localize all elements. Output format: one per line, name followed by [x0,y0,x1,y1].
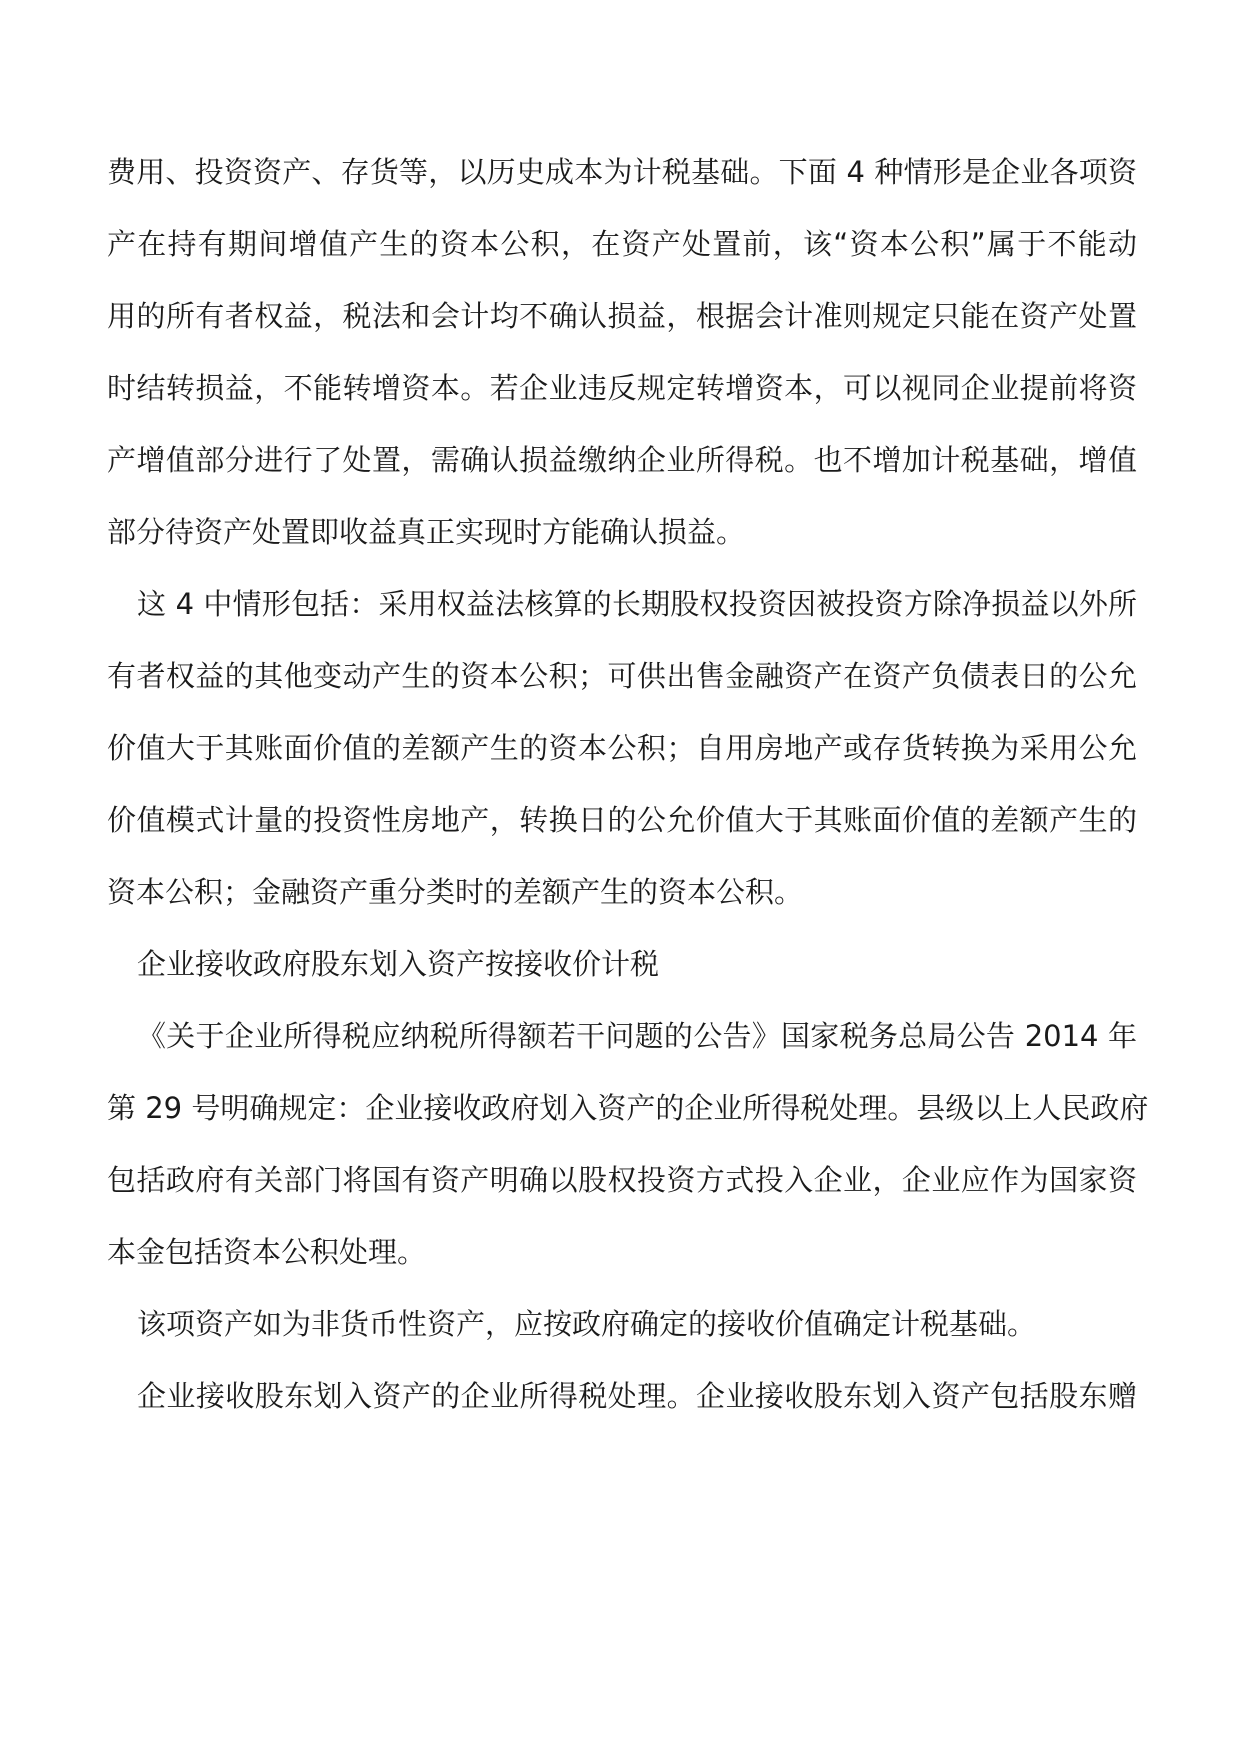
section-heading: 企业接收政府股东划入资产按接收价计税 [137,947,660,981]
text-line: 《关于企业所得税应纳税所得额若干问题的公告》国家税务总局公告 2014 年 [137,1019,1137,1053]
text-line: 这 4 中情形包括：采用权益法核算的长期股权投资因被投资方除净损益以外所 [137,587,1137,621]
text-line: 费用、投资资产、存货等，以历史成本为计税基础。下面 4 种情形是企业各项资 [107,155,1137,189]
text-line: 时结转损益，不能转增资本。若企业违反规定转增资本，可以视同企业提前将资 [107,371,1137,405]
text-line: 部分待资产处置即收益真正实现时方能确认损益。 [107,515,746,549]
text-line: 第 29 号明确规定：企业接收政府划入资产的企业所得税处理。县级以上人民政府 [107,1091,1149,1125]
text-line: 有者权益的其他变动产生的资本公积；可供出售金融资产在资产负债表日的公允 [107,659,1137,693]
text-line: 企业接收股东划入资产的企业所得税处理。企业接收股东划入资产包括股东赠 [137,1379,1137,1413]
text-line: 产在持有期间增值产生的资本公积，在资产处置前，该“资本公积”属于不能动 [107,227,1137,261]
text-line: 价值模式计量的投资性房地产，转换日的公允价值大于其账面价值的差额产生的 [107,803,1137,837]
text-line: 该项资产如为非货币性资产，应按政府确定的接收价值确定计税基础。 [137,1307,1037,1341]
text-line: 本金包括资本公积处理。 [107,1235,427,1269]
text-line: 用的所有者权益，税法和会计均不确认损益，根据会计准则规定只能在资产处置 [107,299,1137,333]
text-line: 产增值部分进行了处置，需确认损益缴纳企业所得税。也不增加计税基础，增值 [107,443,1137,477]
text-line: 资本公积；金融资产重分类时的差额产生的资本公积。 [107,875,804,909]
text-line: 价值大于其账面价值的差额产生的资本公积；自用房地产或存货转换为采用公允 [107,731,1137,765]
text-line: 包括政府有关部门将国有资产明确以股权投资方式投入企业，企业应作为国家资 [107,1163,1137,1197]
